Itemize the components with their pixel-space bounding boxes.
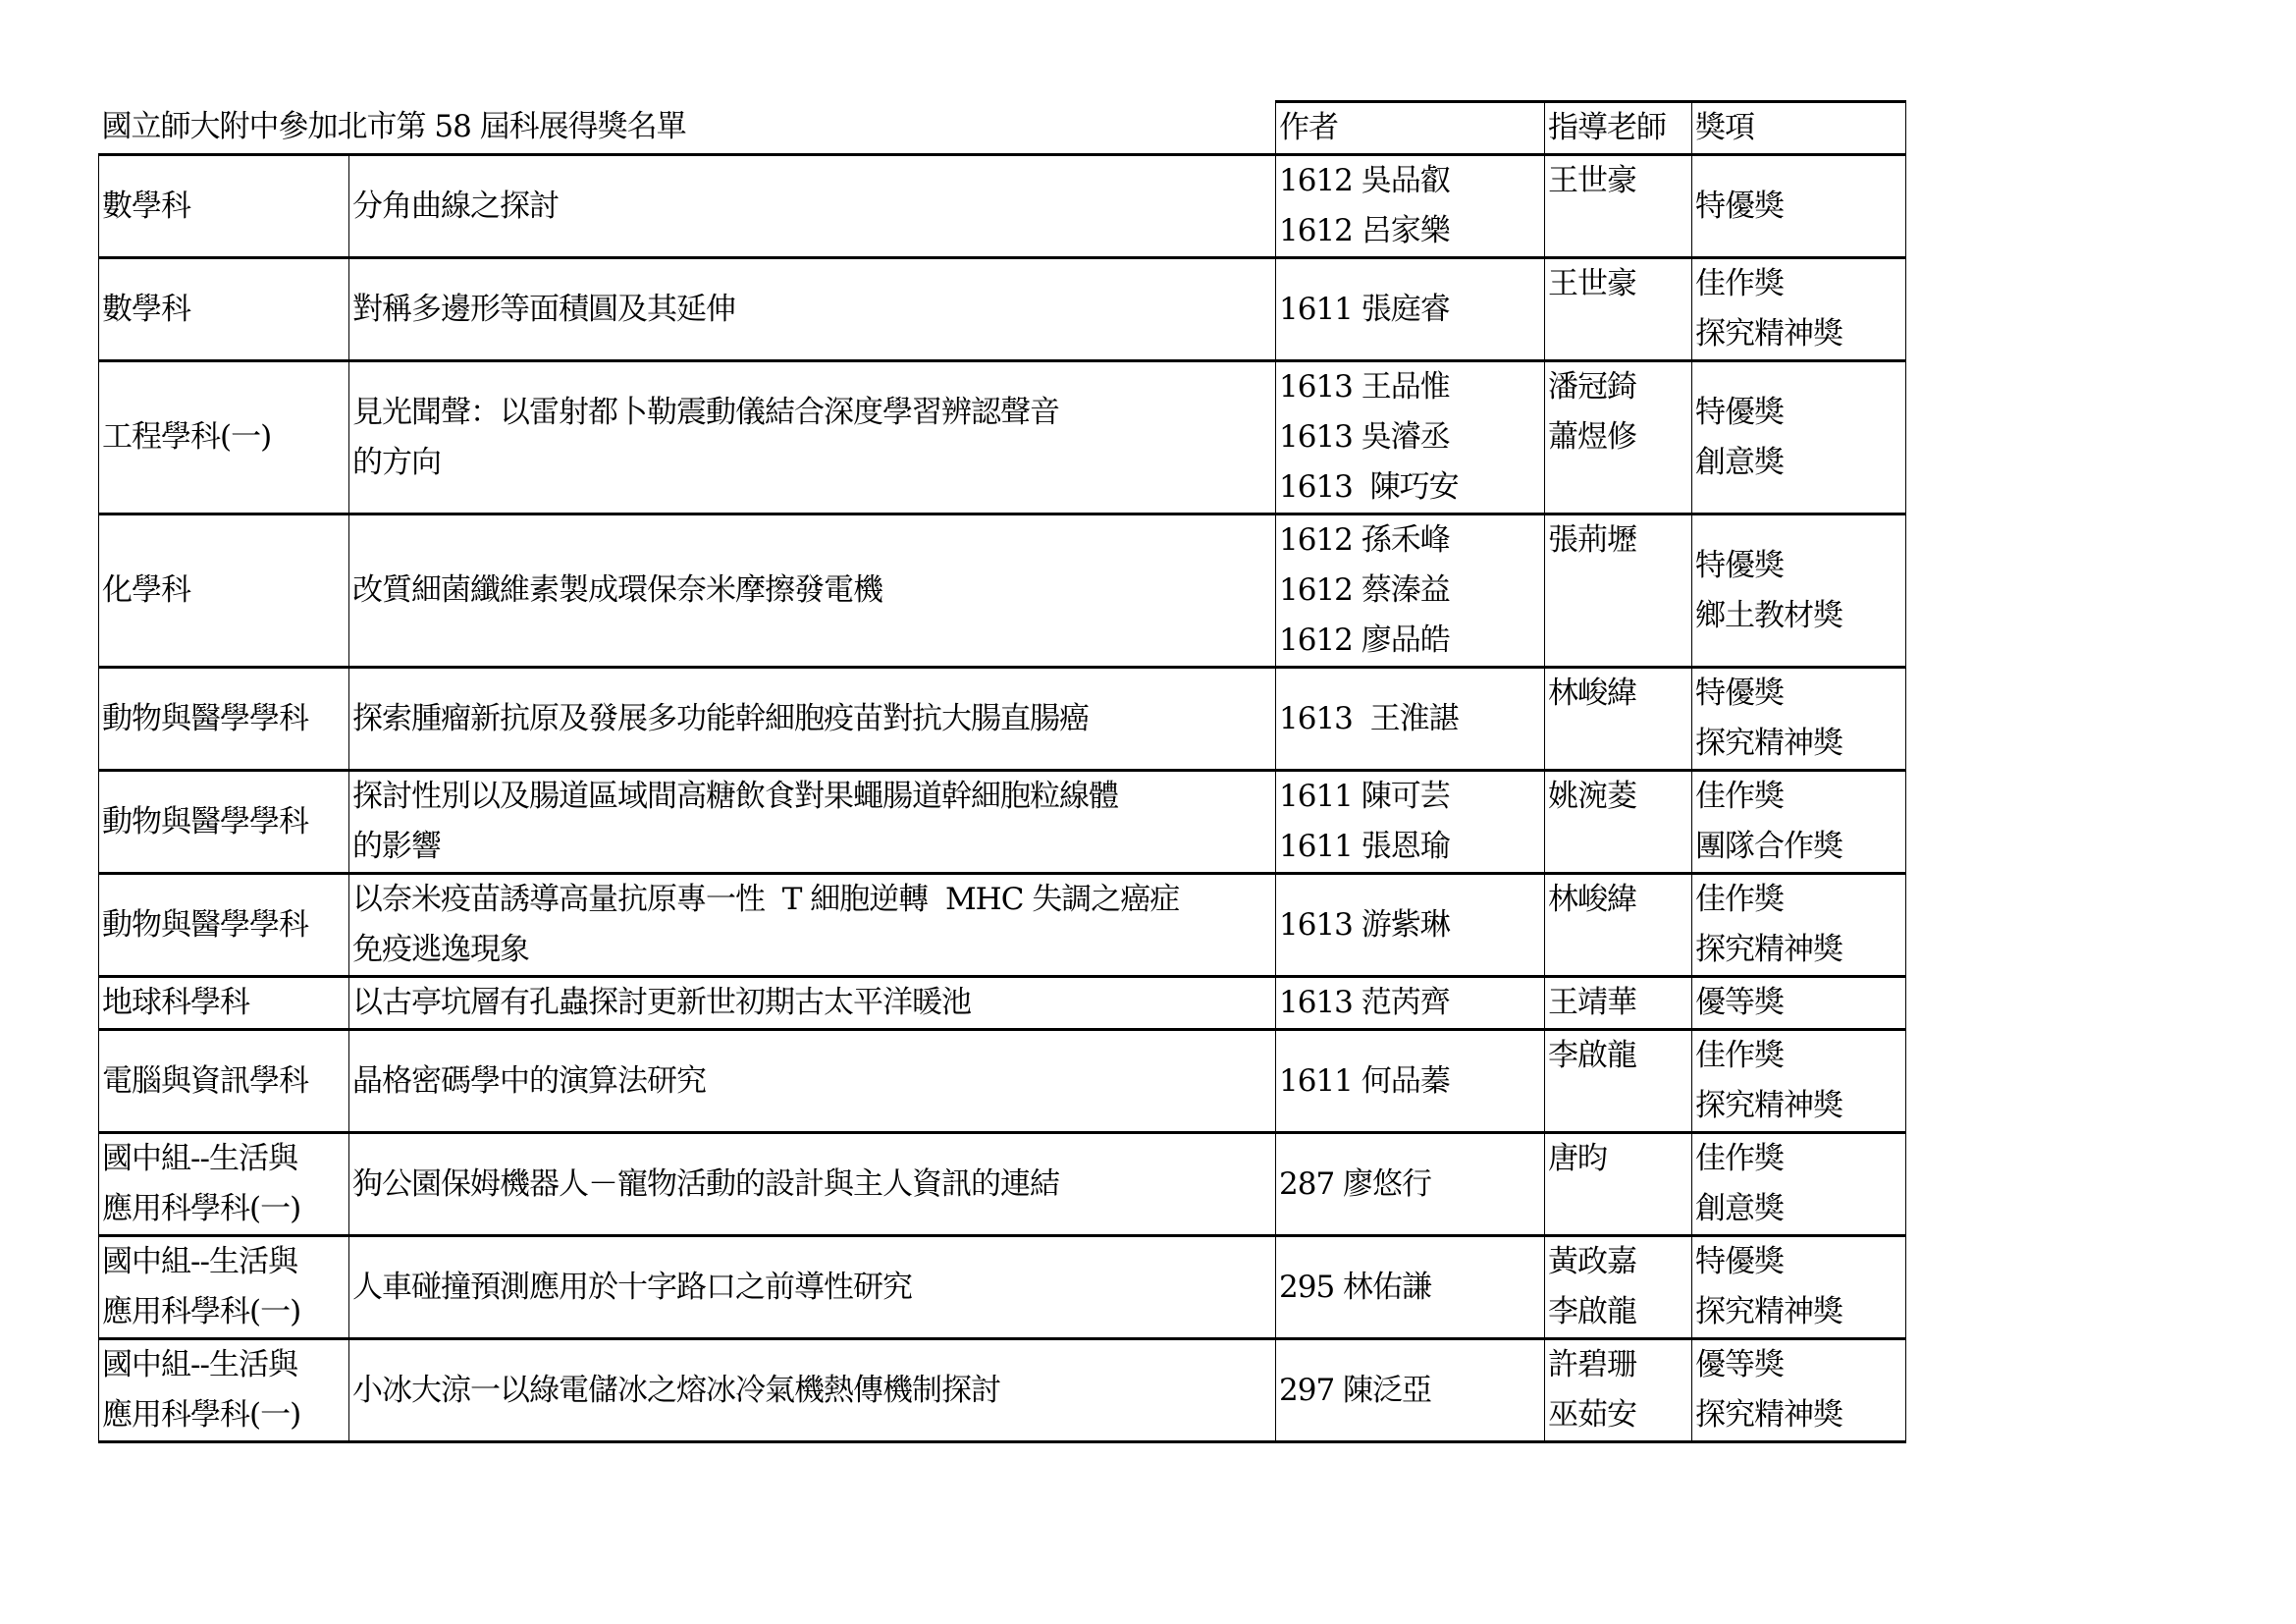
award-cell — [1692, 155, 1906, 258]
project-line: 晶格密碼學中的演算法研究 — [352, 1062, 706, 1099]
project-line: 以古亭坑層有孔蟲探討更新世初期古太平洋暖池 — [352, 985, 971, 1020]
subject-line: 動物與醫學學科 — [102, 803, 308, 839]
award-line: 佳作獎 — [1695, 1141, 1784, 1176]
award-cell — [1692, 1133, 1906, 1236]
table-row — [99, 771, 1906, 874]
award-cell — [1692, 977, 1906, 1030]
teacher-line: 李啟龍 — [1548, 1294, 1636, 1329]
subject-line: 工程學科(一) — [102, 419, 272, 455]
authors-line: 1613 游紫琳 — [1279, 906, 1450, 943]
column-header-award: 獎項 — [1692, 102, 1906, 155]
authors-line: 1612 蔡溱益 — [1279, 572, 1450, 608]
project-line: 狗公園保姆機器人－寵物活動的設計與主人資訊的連結 — [352, 1165, 1059, 1202]
subject-cell — [99, 155, 349, 258]
award-line: 探究精神獎 — [1695, 1088, 1842, 1123]
award-line: 探究精神獎 — [1695, 316, 1842, 352]
subject-cell — [99, 977, 349, 1030]
table-row — [99, 258, 1906, 361]
subject-line: 應用科學科(一) — [102, 1191, 301, 1226]
table-row — [99, 1030, 1906, 1133]
award-line: 團隊合作獎 — [1695, 829, 1842, 864]
page-title: 國立師大附中參加北市第 58 屆科展得獎名單 — [99, 102, 1276, 155]
authors-cell — [1276, 668, 1545, 771]
award-line: 探究精神獎 — [1695, 1397, 1842, 1433]
authors-line: 1611 張庭睿 — [1279, 291, 1450, 327]
project-line: 對稱多邊形等面積圓及其延伸 — [352, 291, 735, 327]
project-line: 以奈米疫苗誘導高量抗原專一性 T 細胞逆轉 MHC 失調之癌症 — [352, 882, 1180, 917]
subject-cell — [99, 1236, 349, 1339]
subject-cell — [99, 514, 349, 668]
project-line: 免疫逃逸現象 — [352, 932, 529, 967]
award-line: 創意獎 — [1695, 444, 1784, 480]
teacher-line: 許碧珊 — [1548, 1347, 1636, 1382]
authors-line: 1612 廖品皓 — [1279, 623, 1450, 658]
table-row — [99, 1236, 1906, 1339]
subject-line: 動物與醫學學科 — [102, 906, 308, 943]
award-cell — [1692, 514, 1906, 668]
award-line: 優等獎 — [1695, 985, 1784, 1020]
project-line: 探索腫瘤新抗原及發展多功能幹細胞疫苗對抗大腸直腸癌 — [352, 700, 1089, 736]
table-row — [99, 874, 1906, 977]
authors-line: 295 林佑謙 — [1279, 1269, 1432, 1305]
subject-line: 應用科學科(一) — [102, 1294, 301, 1329]
authors-cell — [1276, 1236, 1545, 1339]
authors-cell — [1276, 874, 1545, 977]
teacher-line: 唐昀 — [1548, 1141, 1607, 1176]
authors-cell — [1276, 1133, 1545, 1236]
teacher-line: 林峻緯 — [1548, 882, 1636, 917]
award-line: 優等獎 — [1695, 1347, 1784, 1382]
project-line: 改質細菌纖維素製成環保奈米摩擦發電機 — [352, 572, 882, 608]
award-line: 特優獎 — [1695, 394, 1784, 430]
award-cell — [1692, 1236, 1906, 1339]
subject-line: 地球科學科 — [102, 985, 249, 1020]
project-line: 見光聞聲：以雷射都卜勒震動儀結合深度學習辨認聲音 — [352, 394, 1059, 430]
subject-line: 數學科 — [102, 291, 190, 327]
award-line: 鄉土教材獎 — [1695, 597, 1842, 633]
award-cell — [1692, 668, 1906, 771]
project-cell — [349, 258, 1276, 361]
authors-line: 297 陳泛亞 — [1279, 1372, 1432, 1408]
teacher-line: 巫茹安 — [1548, 1397, 1636, 1433]
teacher-cell — [1545, 514, 1692, 668]
subject-line: 數學科 — [102, 188, 190, 224]
project-cell — [349, 977, 1276, 1030]
authors-line: 287 廖悠行 — [1279, 1165, 1432, 1202]
teacher-line: 李啟龍 — [1548, 1038, 1636, 1073]
project-cell — [349, 155, 1276, 258]
project-cell — [349, 1236, 1276, 1339]
header-row — [99, 102, 1906, 155]
teacher-cell — [1545, 977, 1692, 1030]
teacher-line: 王世豪 — [1548, 163, 1636, 198]
project-line: 的影響 — [352, 829, 441, 864]
award-line: 特優獎 — [1695, 547, 1784, 583]
authors-line: 1613 吳濬丞 — [1279, 419, 1450, 455]
authors-line: 1613 范芮齊 — [1279, 985, 1450, 1020]
subject-cell — [99, 771, 349, 874]
authors-line: 1612 呂家樂 — [1279, 213, 1450, 248]
project-cell — [349, 514, 1276, 668]
table-row — [99, 1133, 1906, 1236]
authors-line: 1613 王淮諶 — [1279, 700, 1459, 736]
project-line: 小冰大涼一以綠電儲冰之熔冰冷氣機熱傳機制探討 — [352, 1372, 1000, 1408]
award-cell — [1692, 1339, 1906, 1442]
subject-cell — [99, 668, 349, 771]
teacher-cell — [1545, 771, 1692, 874]
project-cell — [349, 1030, 1276, 1133]
table-row — [99, 514, 1906, 668]
teacher-line: 王世豪 — [1548, 266, 1636, 301]
subject-line: 化學科 — [102, 572, 190, 608]
subject-line: 國中組--生活與 — [102, 1347, 297, 1382]
teacher-cell — [1545, 155, 1692, 258]
authors-line: 1612 孫禾峰 — [1279, 522, 1450, 558]
subject-line: 動物與醫學學科 — [102, 700, 308, 736]
award-cell — [1692, 1030, 1906, 1133]
teacher-cell — [1545, 1030, 1692, 1133]
project-line: 人車碰撞預測應用於十字路口之前導性研究 — [352, 1269, 912, 1305]
table-row — [99, 1339, 1906, 1442]
subject-line: 國中組--生活與 — [102, 1141, 297, 1176]
award-line: 佳作獎 — [1695, 779, 1784, 814]
award-list-table — [98, 100, 1906, 1443]
authors-line: 1611 張恩瑜 — [1279, 829, 1450, 864]
teacher-cell — [1545, 874, 1692, 977]
table-row — [99, 155, 1906, 258]
award-line: 探究精神獎 — [1695, 932, 1842, 967]
award-line: 特優獎 — [1695, 676, 1784, 711]
award-line: 創意獎 — [1695, 1191, 1784, 1226]
teacher-cell — [1545, 668, 1692, 771]
teacher-cell — [1545, 1236, 1692, 1339]
award-cell — [1692, 361, 1906, 514]
subject-cell — [99, 1133, 349, 1236]
authors-cell — [1276, 977, 1545, 1030]
column-header-author: 作者 — [1276, 102, 1545, 155]
teacher-cell — [1545, 1339, 1692, 1442]
authors-cell — [1276, 1030, 1545, 1133]
award-line: 特優獎 — [1695, 1244, 1784, 1279]
authors-line: 1613 陳巧安 — [1279, 469, 1459, 505]
award-cell — [1692, 874, 1906, 977]
subject-cell — [99, 361, 349, 514]
authors-cell — [1276, 361, 1545, 514]
column-header-teacher: 指導老師 — [1545, 102, 1692, 155]
teacher-line: 張荊壢 — [1548, 522, 1636, 558]
teacher-line: 蕭煜修 — [1548, 419, 1636, 455]
award-line: 佳作獎 — [1695, 882, 1784, 917]
table-row — [99, 668, 1906, 771]
award-line: 特優獎 — [1695, 188, 1784, 224]
teacher-cell — [1545, 1133, 1692, 1236]
authors-cell — [1276, 514, 1545, 668]
subject-line: 電腦與資訊學科 — [102, 1062, 308, 1099]
project-cell — [349, 1133, 1276, 1236]
subject-line: 應用科學科(一) — [102, 1397, 301, 1433]
authors-line: 1611 何品蓁 — [1279, 1062, 1450, 1099]
table-row — [99, 361, 1906, 514]
authors-cell — [1276, 155, 1545, 258]
subject-cell — [99, 258, 349, 361]
teacher-line: 林峻緯 — [1548, 676, 1636, 711]
subject-cell — [99, 1339, 349, 1442]
project-cell — [349, 361, 1276, 514]
project-cell — [349, 668, 1276, 771]
teacher-cell — [1545, 258, 1692, 361]
award-line: 佳作獎 — [1695, 266, 1784, 301]
project-cell — [349, 771, 1276, 874]
project-line: 的方向 — [352, 444, 441, 480]
authors-cell — [1276, 771, 1545, 874]
authors-line: 1613 王品惟 — [1279, 369, 1450, 405]
project-cell — [349, 1339, 1276, 1442]
award-line: 佳作獎 — [1695, 1038, 1784, 1073]
authors-cell — [1276, 258, 1545, 361]
subject-cell — [99, 1030, 349, 1133]
award-line: 探究精神獎 — [1695, 726, 1842, 761]
teacher-line: 黃政嘉 — [1548, 1244, 1636, 1279]
teacher-line: 潘冠錡 — [1548, 369, 1636, 405]
authors-line: 1612 吳品叡 — [1279, 163, 1450, 198]
teacher-line: 王靖華 — [1548, 985, 1636, 1020]
subject-cell — [99, 874, 349, 977]
authors-cell — [1276, 1339, 1545, 1442]
award-cell — [1692, 771, 1906, 874]
subject-line: 國中組--生活與 — [102, 1244, 297, 1279]
project-line: 探討性別以及腸道區域間高糖飲食對果蠅腸道幹細胞粒線體 — [352, 779, 1118, 814]
project-line: 分角曲線之探討 — [352, 188, 559, 224]
table-row — [99, 977, 1906, 1030]
award-cell — [1692, 258, 1906, 361]
teacher-line: 姚涴菱 — [1548, 779, 1636, 814]
authors-line: 1611 陳可芸 — [1279, 779, 1450, 814]
award-line: 探究精神獎 — [1695, 1294, 1842, 1329]
project-cell — [349, 874, 1276, 977]
teacher-cell — [1545, 361, 1692, 514]
